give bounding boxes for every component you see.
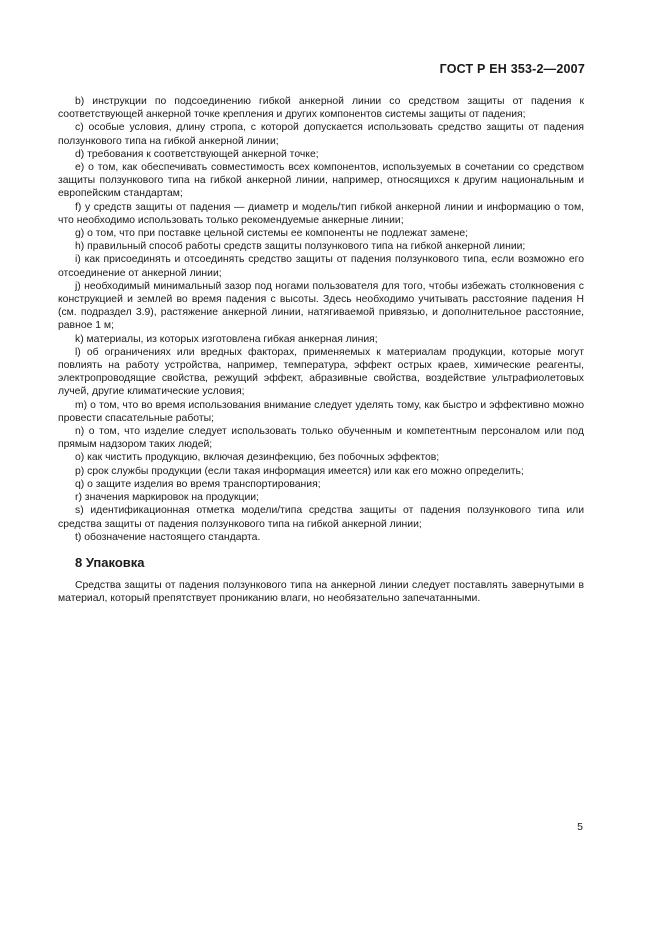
section-heading: 8 Упаковка — [75, 554, 145, 570]
list-item: j) необходимый минимальный зазор под ногами пользователя для того, чтобы избежать столкновения с конструкцией и землей во время падения с высоты. Здесь необходимо учитывать расстояние падения H (см. подраздел 3.9), растяжение анкерной линии, натягиваемой привязью, и дополнительное расстояние, равное 1 м; — [58, 280, 584, 332]
list-item: c) особые условия, длину стропа, с которой допускается использовать средство защиты от падения ползункового типа на гибкой анкерной линии; — [58, 122, 584, 147]
list-item: o) как чистить продукцию, включая дезинфекцию, без побочных эффектов; — [75, 452, 440, 464]
list-item: l) об ограничениях или вредных факторах, применяемых к материалам продукции, которые могут повлиять на работу устройства, например, температура, эффект острых краев, химические реагенты, электропроводящие свойства, режущий эффект, абразивные свойства, воздействие ультрафиолетовых лучей, другие климатические условия; — [58, 346, 584, 398]
list-item: s) идентификационная отметка модели/типа средства защиты от падения ползункового типа или средства защиты от падения ползункового типа на гибкой анкерной линии; — [58, 505, 584, 530]
list-item: t) обозначение настоящего стандарта. — [75, 531, 261, 543]
list-item: k) материалы, из которых изготовлена гибкая анкерная линия; — [75, 333, 378, 345]
section-paragraph: Средства защиты от падения ползункового типа на анкерной линии следует поставлять завернутыми в материал, который препятствует проникaнию влаги, но необязательно запечатанными. — [58, 580, 584, 605]
list-item: b) инструкции по подсоединению гибкой анкерной линии со средством защиты от падения к соответствующей анкерной точке крепления и других компонентов системы защиты от падения; — [58, 96, 584, 121]
standard-designation: ГОСТ Р ЕН 353-2—2007 — [439, 62, 585, 76]
list-item: m) о том, что во время использования внимание следует уделять тому, как быстро и эффективно можно провести спасательные работы; — [58, 399, 584, 424]
list-item: e) о том, как обеспечивать совместимость всех компонентов, используемых в сочетании со средством защиты ползункового типа на гибкой анкерной линии, например, относящихся к другим национальным и европейским стандартам; — [58, 162, 584, 200]
list-item: h) правильный способ работы средств защиты ползункового типа на гибкой анкерной линии; — [75, 241, 526, 253]
list-item: f) у средств защиты от падения — диаметр и модель/тип гибкой анкерной линии и информацию о том, что необходимо использовать только рекомендуемые анкерные линии; — [58, 201, 584, 226]
list-item: n) о том, что изделие следует использовать только обученным и компетентным персоналом или под прямым надзором таких людей; — [58, 426, 584, 451]
list-item: r) значения маркировок на продукции; — [75, 492, 259, 504]
instruction-list — [58, 95, 584, 544]
content-body — [58, 95, 584, 606]
list-item: g) о том, что при поставке цельной системы ее компоненты не подлежат замене; — [75, 228, 469, 240]
list-item: p) срок службы продукции (если такая информация имеется) или как его можно определить; — [75, 465, 524, 477]
page-number: 5 — [577, 821, 583, 833]
list-item: q) о защите изделия во время транспортирования; — [75, 478, 321, 490]
list-item: i) как присоединять и отсоединять средство защиты от падения ползункового типа, если возможно его отсоединение от анкерной линии; — [58, 254, 584, 279]
list-item: d) требования к соответствующей анкерной точке; — [75, 148, 319, 160]
